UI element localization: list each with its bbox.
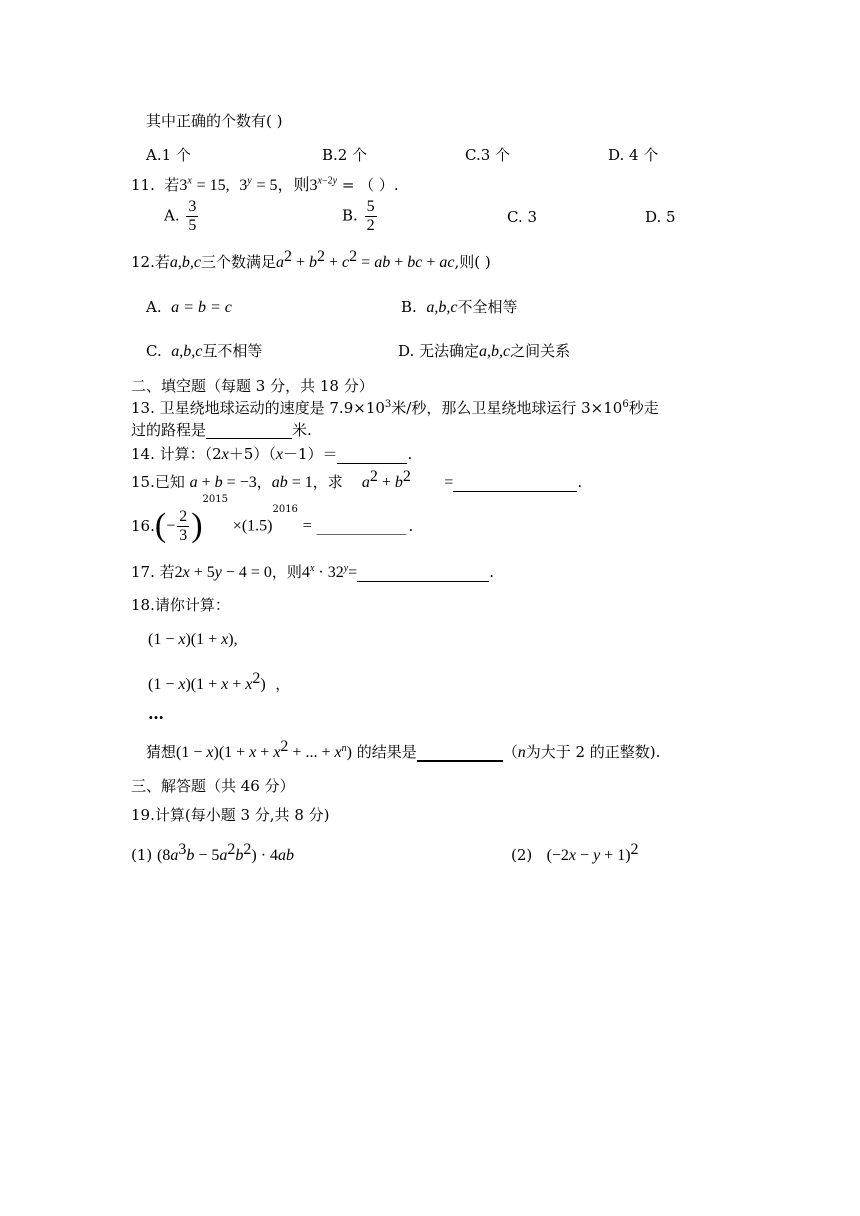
q12-stem: 12.若a,b,c三个数满足$a^2 + b^2 + c^2$ = ab + bc + ac,则( ) <box>131 248 491 271</box>
q11-option-a-fraction: $\frac{3}{5}$ <box>188 198 197 234</box>
q17-answer-blank[interactable] <box>357 565 489 582</box>
q16-fraction: $\frac{2}{3}$ <box>179 507 188 544</box>
section-3-heading: 三、解答题（共 46 分） <box>131 777 295 795</box>
q10-option-b: B.2 个 <box>322 146 368 164</box>
q18-expr-1: (1 − x)(1 + x), <box>148 631 238 648</box>
q18-expr-2: $(1 - x)(1 + x + x^2)$ ， <box>148 670 291 693</box>
q15-line: 15.已知 a + b = −3，ab = 1，求 $a^2 + b^2$ = . <box>131 468 583 491</box>
q11-option-b: B. $\frac{5}{2}$ <box>342 198 375 234</box>
q11-option-b-fraction: $\frac{5}{2}$ <box>366 198 375 234</box>
q11-option-c: C. 3 <box>507 208 538 226</box>
q14-line: 14. 计算：（2x＋5）（x－1）＝ . <box>131 445 413 463</box>
q10-option-a: A.1 个 <box>146 146 191 164</box>
q19-stem: 19.计算(每小题 3 分,共 8 分) <box>131 806 330 824</box>
q12-option-d: D. 无法确定a,b,c之间关系 <box>398 342 571 360</box>
q18-guess-line: 猜想$(1 - x)(1 + x + x^2$ + ... + $x^n$) 的结果是 （n为大于 2 的正整数). <box>146 738 661 761</box>
q19-part-1: (1) $(8a^3b - 5a^2b^2) \cdot 4ab$ <box>131 841 295 864</box>
q13-answer-blank[interactable] <box>206 438 292 439</box>
q11-pre: 若 <box>164 176 180 194</box>
q14-answer-blank[interactable] <box>337 463 407 464</box>
section-2-heading: 二、填空题（每题 3 分，共 18 分） <box>131 377 374 395</box>
q12-option-a: A. a = b = c <box>146 298 232 316</box>
q16-line: 16.(− $\frac{2}{3}$ )$^{2015} \times(1.5)^{2016}$ = ____________ . <box>131 494 414 544</box>
q12-option-c: C. a,b,c互不相等 <box>146 342 263 360</box>
intro-line: 其中正确的个数有( ) <box>146 112 283 130</box>
q16-answer-blank[interactable]: ____________ <box>316 517 407 535</box>
q18-stem: 18.请你计算： <box>131 596 230 614</box>
q11-option-d: D. 5 <box>645 208 676 226</box>
q11-number: 11. <box>131 176 155 194</box>
q10-option-c: C.3 个 <box>465 146 511 164</box>
q10-option-d: D. 4 个 <box>608 146 659 164</box>
q11-cond1: = 15, <box>196 177 230 194</box>
q19-part-2: (2) $(-2x - y + 1)^2$ <box>511 841 639 864</box>
q12-option-b: B. a,b,c不全相等 <box>401 298 518 316</box>
q15-answer-blank[interactable] <box>453 475 577 492</box>
q17-line: 17. 若2x + 5y − 4 = 0，则$4^x \cdot 32^y=$ . <box>131 563 494 581</box>
q18-answer-blank[interactable] <box>417 744 503 762</box>
q11-cond2: = 5，则 <box>256 177 310 194</box>
q13-line-2: 过的路程是 米. <box>131 421 312 439</box>
q18-ellipsis: … <box>148 704 164 723</box>
q11-ask: = （ ）. <box>341 176 399 194</box>
q13-line-1: 13. 卫星绕地球运动的速度是 $7.9\times 10^3$米/秒，那么卫星绕地球运行 $3\times 10^6$秒走 <box>131 399 659 417</box>
q11-stem: 11. 若3$^x$ = 15, 3$^y$ = 5，则$3^{x-2y}$ = （ ）. <box>131 175 399 194</box>
q11-option-a: A. $\frac{3}{5}$ <box>164 198 197 234</box>
